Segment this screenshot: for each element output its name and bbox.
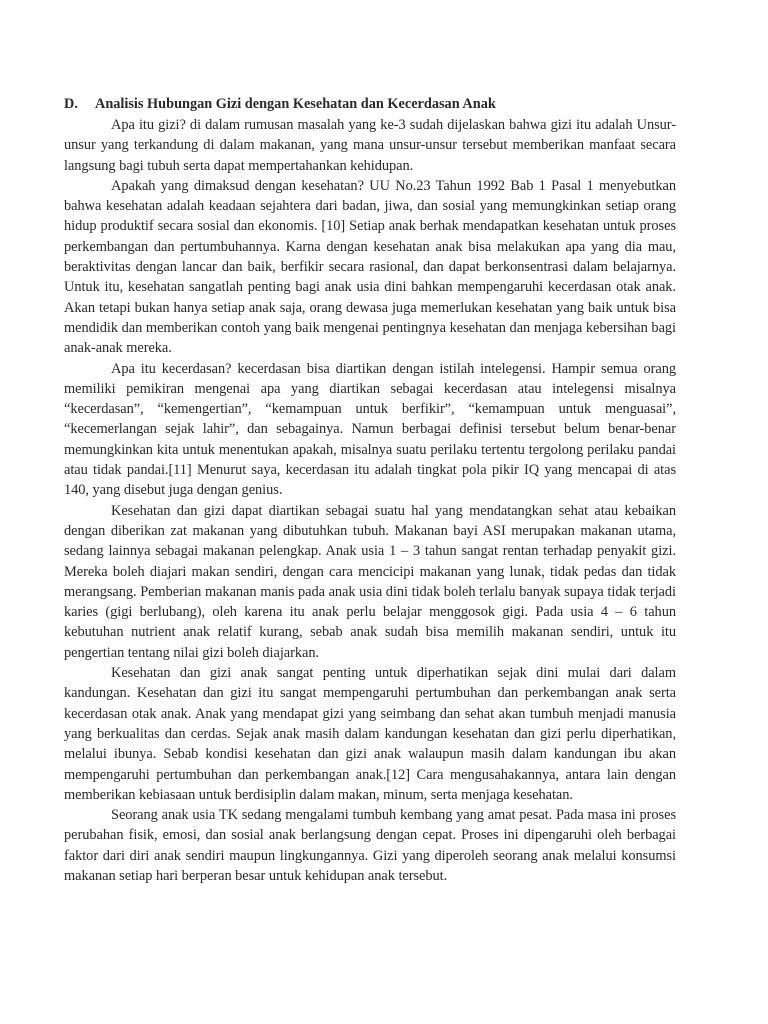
paragraph-kesehatan: Apakah yang dimaksud dengan kesehatan? UU No.23 Tahun 1992 Bab 1 Pasal 1 menyebutkan bahwa kesehatan adalah keadaan sejahtera dari badan, jiwa, dan sosial yang memungkinkan setiap orang hidup produktif secara sosial dan ekonomis. [10] Setiap anak berhak mendapatkan kesehatan untuk proses perkembangan dan pertumbuhannya. Karna dengan kesehatan anak bisa melakukan apa yang dia mau, beraktivitas dengan lancar dan baik, berfikir secara rasional, dan dapat berkonsentrasi dalam belajarnya. Untuk itu, kesehatan sangatlah penting bagi anak usia dini bahkan mempengaruhi kecerdasan otak anak. Akan tetapi bukan hanya setiap anak saja, orang dewasa juga memerlukan kesehatan yang baik untuk bisa mendidik dan memberikan contoh yang baik mengenai pentingnya kesehatan dan menjaga kebersihan bagi anak-anak mereka. — [64, 177, 676, 357]
section-number: D. — [64, 96, 78, 112]
section-heading — [64, 94, 676, 115]
document-page — [64, 94, 676, 886]
paragraph-anak-tk: Seorang anak usia TK sedang mengalami tumbuh kembang yang amat pesat. Pada masa ini proses perubahan fisik, emosi, dan sosial anak berlangsung dengan cepat. Proses ini dipengaruhi oleh berbagai faktor dari diri anak sendiri maupun lingkungannya. Gizi yang diperoleh seorang anak melalui konsumsi makanan setiap hari berperan besar untuk kehidupan anak tersebut. — [64, 807, 676, 884]
paragraph-kesehatan-gizi: Kesehatan dan gizi dapat diartikan sebagai suatu hal yang mendatangkan sehat atau kebaikan dengan diberikan zat makanan yang dibutuhkan tubuh. Makanan bayi ASI merupakan makanan utama, sedang lainnya sebagai makanan pelengkap. Anak usia 1 – 3 tahun sangat rentan terhadap penyakit gizi. Mereka boleh diajari makan sendiri, dengan cara mencicipi makanan yang lunak, tidak pedas dan tidak merangsang. Pemberian makanan manis pada anak usia dini tidak boleh terlalu banyak supaya tidak terjadi karies (gigi berlubang), oleh karena itu anak perlu belajar menggosok gigi. Pada usia 4 – 6 tahun kebutuhan nutrient anak relatif kurang, sebab anak sudah bisa memilih makanan sendiri, untuk itu pengertian tentang nilai gizi boleh diajarkan. — [64, 502, 676, 661]
paragraph-gizi: Apa itu gizi? di dalam rumusan masalah yang ke-3 sudah dijelaskan bahwa gizi itu adalah Unsur-unsur yang terkandung di dalam makanan, yang mana unsur-unsur tersebut memberikan manfaat secara langsung bagi tubuh serta dapat mempertahankan kehidupan. — [64, 117, 676, 174]
paragraph-kecerdasan: Apa itu kecerdasan? kecerdasan bisa diartikan dengan istilah intelegensi. Hampir semua orang memiliki pemikiran mengenai apa yang diartikan sebagai kecerdasan atau intelegensi misalnya “kecerdasan”, “kemengertian”, “kemampuan untuk berfikir”, “kemampuan untuk menguasai”, “kecemerlangan sejak lahir”, dan sebagainya. Namun berbagai definisi tersebut belum benar-benar memungkinkan kita untuk menentukan apakah, misalnya suatu perilaku tertentu tergolong perilaku pandai atau tidak pandai.[11] Menurut saya, kecerdasan itu adalah tingkat pola pikir IQ yang mencapai di atas 140, yang disebut juga dengan genius. — [64, 360, 676, 499]
paragraph-kandungan: Kesehatan dan gizi anak sangat penting untuk diperhatikan sejak dini mulai dari dalam kandungan. Kesehatan dan gizi itu sangat mempengaruhi pertumbuhan dan perkembangan anak serta kecerdasan otak anak. Anak yang mendapat gizi yang seimbang dan sehat akan tumbuh menjadi manusia yang berkualitas dan cerdas. Sejak anak masih dalam kandungan kesehatan dan gizi perlu diperhatikan, melalui ibunya. Sebab kondisi kesehatan dan gizi anak walaupun masih dalam kandungan ibu akan mempengaruhi pertumbuhan dan perkembangan anak.[12] Cara mengusahakannya, antara lain dengan memberikan kebiasaan untuk berdisiplin dalam makan, minum, serta menjaga kesehatan. — [64, 665, 676, 803]
section-title: Analisis Hubungan Gizi dengan Kesehatan dan Kecerdasan Anak — [95, 96, 496, 112]
